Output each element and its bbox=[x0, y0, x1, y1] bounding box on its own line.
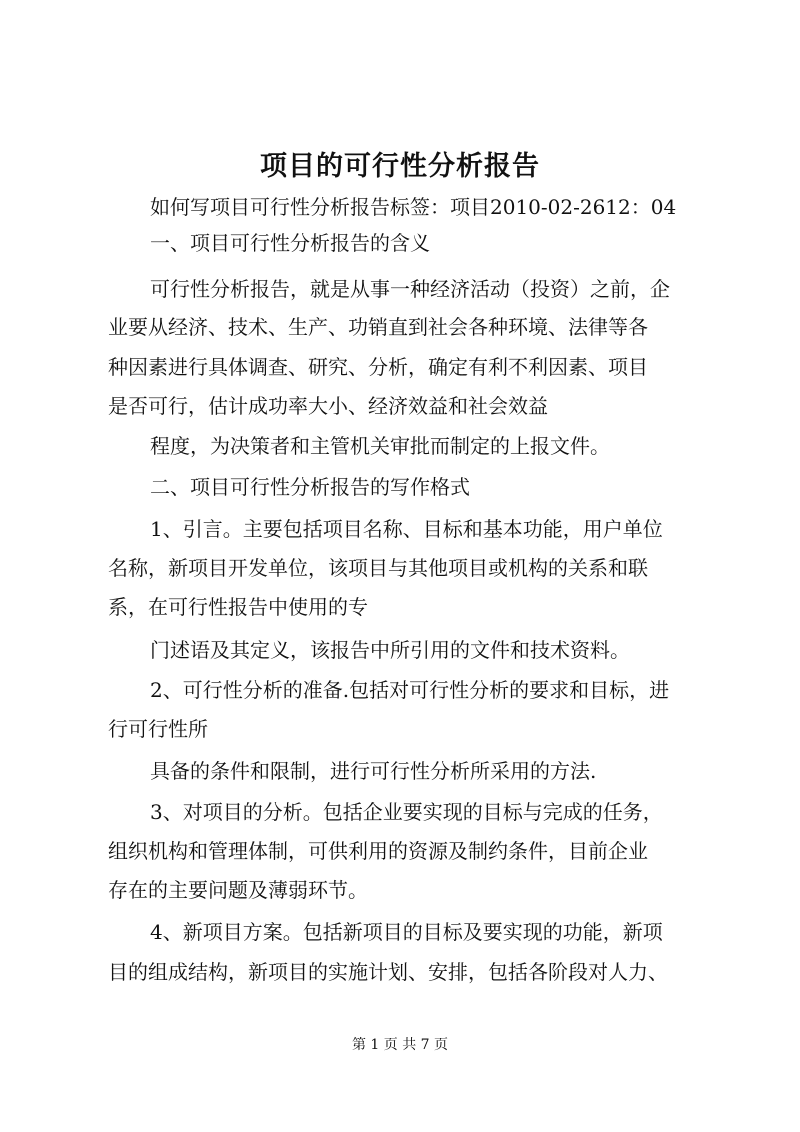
text-line-7: 程度，为决策者和主管机关审批而制定的上报文件。 bbox=[150, 434, 610, 458]
text-line-9: 1、引言。主要包括项目名称、目标和基本功能，用户单位 bbox=[150, 517, 663, 541]
text-line-18: 存在的主要问题及薄弱环节。 bbox=[108, 878, 368, 902]
page-number-footer: 第 1 页 共 7 页 bbox=[351, 1037, 449, 1053]
text-line-1: 如何写项目可行性分析报告标签：项目2010-02-2612：04 bbox=[150, 195, 677, 219]
text-line-19: 4、新项目方案。包括新项目的目标及要实现的功能，新项 bbox=[150, 920, 663, 944]
text-line-8: 二、项目可行性分析报告的写作格式 bbox=[150, 475, 470, 499]
text-line-10: 名称，新项目开发单位，该项目与其他项目或机构的关系和联 bbox=[108, 556, 648, 580]
text-line-11: 系，在可行性报告中使用的专 bbox=[108, 595, 368, 619]
text-line-13: 2、可行性分析的准备.包括对可行性分析的要求和目标，进 bbox=[150, 678, 670, 702]
text-line-4: 业要从经济、技术、生产、功销直到社会各种环境、法律等各 bbox=[108, 315, 648, 339]
document-title: 项目的可行性分析报告 bbox=[260, 151, 540, 182]
text-line-6: 是否可行，估计成功率大小、经济效益和社会效益 bbox=[108, 394, 548, 418]
text-line-20: 目的组成结构，新项目的实施计划、安排，包括各阶段对人力、 bbox=[108, 960, 668, 984]
text-line-2: 一、项目可行性分析报告的含义 bbox=[150, 231, 430, 255]
text-line-15: 具备的条件和限制，进行可行性分析所采用的方法. bbox=[150, 759, 597, 783]
text-line-3: 可行性分析报告，就是从事一种经济活动（投资）之前，企 bbox=[150, 277, 670, 301]
text-line-17: 组织机构和管理体制，可供利用的资源及制约条件，目前企业 bbox=[108, 839, 648, 863]
text-line-14: 行可行性所 bbox=[108, 717, 208, 741]
text-line-12: 门述语及其定义，该报告中所引用的文件和技术资料。 bbox=[150, 638, 630, 662]
text-line-16: 3、对项目的分析。包括企业要实现的目标与完成的任务， bbox=[150, 800, 663, 824]
text-line-5: 种因素进行具体调查、研究、分析，确定有利不利因素、项目 bbox=[108, 355, 648, 379]
